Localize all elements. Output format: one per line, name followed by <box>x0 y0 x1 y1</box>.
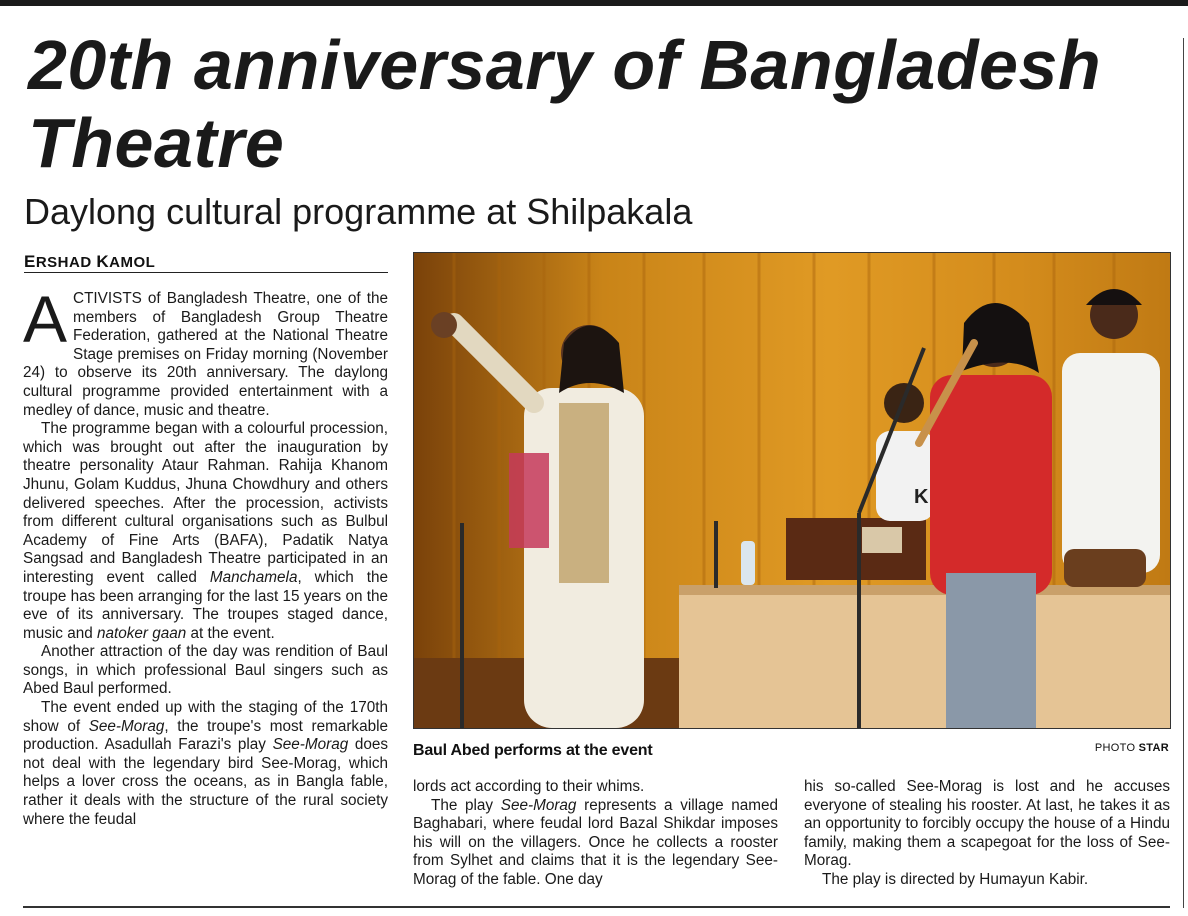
bottom-rule <box>23 906 1170 908</box>
paragraph-1 <box>23 282 388 420</box>
event-name-italic: Manchamela <box>209 568 298 586</box>
paragraph-2-mid: , which the troupe has been arranging for the last 15 years on the eve of its anniversary. The troupes staged dance, music and <box>23 568 389 642</box>
right-column-rule <box>1183 38 1184 908</box>
paragraph-6: The play is directed by Humayun Kabir. <box>822 870 1089 888</box>
play-title-italic-2: See-Morag <box>272 736 349 754</box>
headline: 20th anniversary of Bangladesh Theatre <box>28 26 1102 182</box>
event-photo <box>413 252 1171 729</box>
paragraph-2 <box>23 420 388 643</box>
column-2-continuation: lords act according to their whims. <box>413 778 645 795</box>
shirt-letter: K <box>914 486 929 508</box>
byline-initial-last: K <box>96 252 110 271</box>
credit-source: STAR <box>1138 742 1169 754</box>
article-column-3 <box>804 778 1170 890</box>
top-border <box>0 0 1188 6</box>
water-bottle <box>741 541 755 585</box>
byline-first-name: RSHAD <box>35 254 92 271</box>
byline <box>24 252 388 273</box>
paragraph-2-end: at the event. <box>190 624 275 642</box>
paragraph-4-b: , the troupe's most remarkable production. Asadullah Farazi's play <box>23 717 388 754</box>
column-3-continuation: his so-called See-Morag is lost and he accuses everyone of stealing his rooster. At last, he takes it as an opportunity to forcibly occupy the house of a Hindu family, making them a scapegoat for the loss of See-Morag. <box>804 778 1170 870</box>
paragraph-1-text: CTIVISTS of Bangladesh Theatre, one of the members of Bangladesh Group Theatre Federation, gathered at the National Theatre Stage premises on Friday morning (November 24) to observe its 20th anniversary. The daylong cultural programme provided entertainment with a medley of dance, music and theatre. <box>23 290 388 419</box>
article-column-1 <box>23 282 389 829</box>
credit-label: PHOTO <box>1094 742 1136 754</box>
play-title-italic: See-Morag <box>88 717 165 735</box>
stage-table <box>679 585 1170 728</box>
paragraph-3: Another attraction of the day was rendition of Baul songs, in which professional Baul singers such as Abed Baul performed. <box>23 643 388 698</box>
paragraph-5-b: represents a village named Baghabari, where feudal lord Bazal Shikdar imposes his will on the villagers. Once he collects a rooster from Sylhet and claims that it is the legendary See-Morag of the fable. One day <box>413 796 779 888</box>
subheadline: Daylong cultural programme at Shilpakala <box>24 191 693 232</box>
byline-initial-first: E <box>24 252 36 271</box>
byline-last-name: AMOL <box>109 254 156 271</box>
photo-credit <box>1095 742 1169 754</box>
paragraph-5-a: The play <box>431 796 494 814</box>
paragraph-4-a: The event ended up with the staging of the 170th show of <box>23 699 388 735</box>
play-title-italic-3: See-Morag <box>500 796 577 814</box>
stage-performance-illustration <box>414 253 1170 728</box>
natoker-gaan-italic: natoker gaan <box>96 624 187 642</box>
harmonium-label <box>862 527 902 553</box>
drop-cap: A <box>23 282 68 356</box>
paragraph-5 <box>413 797 778 890</box>
paragraph-2-text: The programme began with a colourful procession, which was brought out after the inauguration by theatre personality Ataur Rahman. Rahija Khanom Jhunu, Golam Kuddus, Jhuna Chowdhury and others delivered speeches. After the procession, activists from different cultural organisations such as Bulbul Academy of Fine Arts (BAFA), Padatik Natya Sangsad and Bangladesh Theatre participated in an interesting event called <box>23 420 388 586</box>
photo-caption: Baul Abed performs at the event <box>413 742 653 759</box>
paragraph-4-c: does not deal with the legendary bird See-Morag, which helps a lover cross the oceans, as in Bangla fable, rather it deals with the structure of the rural society where the feudal <box>23 736 389 828</box>
harmonium <box>786 518 926 580</box>
article-column-2 <box>413 778 778 890</box>
paragraph-4 <box>23 699 388 829</box>
